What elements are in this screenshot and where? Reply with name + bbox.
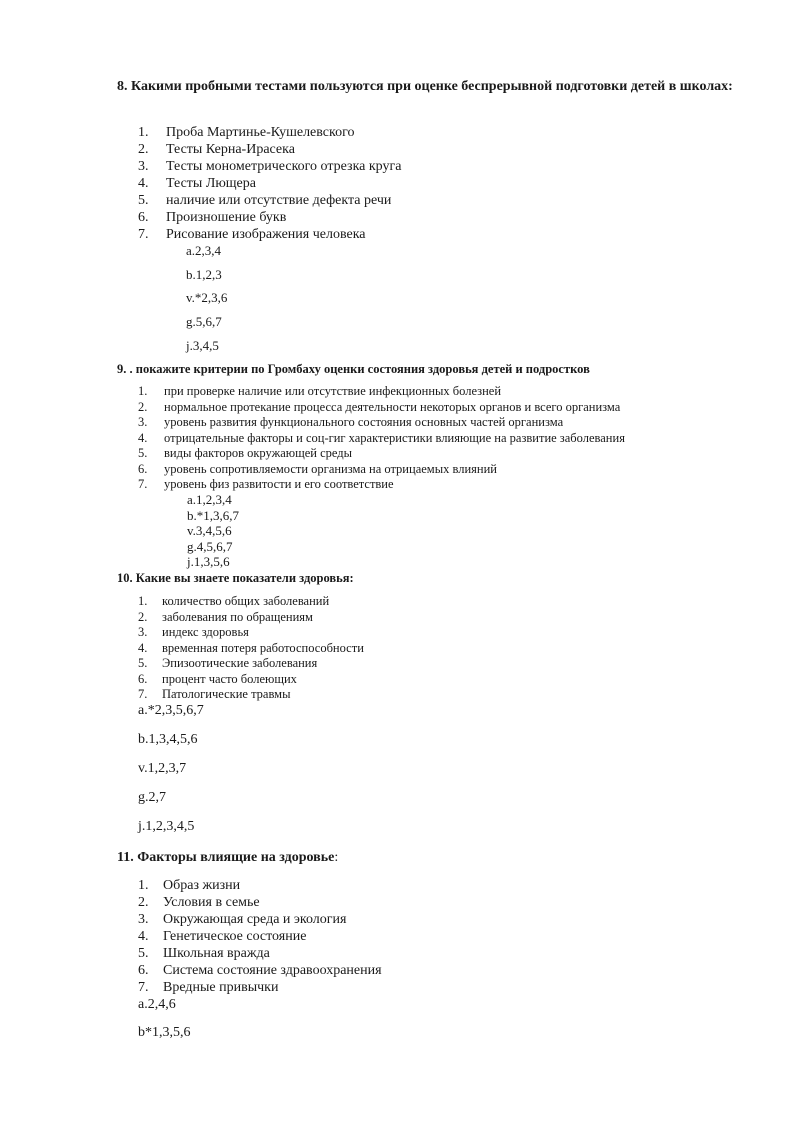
option-number: 5. (138, 656, 148, 670)
option-text: процент часто болеющих (162, 671, 297, 686)
option-number: 2. (138, 895, 149, 910)
option-text: уровень развития функционального состояния основных частей организма (164, 415, 564, 429)
option-text: количество общих заболеваний (162, 594, 330, 608)
answer-choice: j.1,2,3,4,5 (138, 819, 195, 834)
answer-choice: b*1,3,5,6 (138, 1025, 191, 1040)
answer-choice: b.1,3,4,5,6 (138, 732, 198, 747)
answer-choice: a.*2,3,5,6,7 (138, 703, 204, 718)
option-text: Эпизоотические заболевания (162, 656, 318, 670)
question-11-title-colon: : (334, 850, 339, 865)
option-number: 1. (138, 594, 148, 608)
question-11-answers (138, 996, 191, 1052)
option-text: Проба Мартинье-Кушелевского (166, 125, 355, 140)
option-text: наличие или отсутствие дефекта речи (166, 193, 392, 208)
option-number: 1. (138, 384, 148, 398)
question-10-answers (138, 702, 204, 847)
option-text: уровень физ развитости и его соответствие (164, 477, 394, 491)
answer-choice: b.*1,3,6,7 (187, 507, 239, 523)
option-text: Патологические травмы (162, 687, 291, 701)
option-text: нормальное протекание процесса деятельности некоторых органов и всего организма (164, 399, 621, 414)
option-number: 2. (138, 142, 149, 157)
option-text: Система состояние здравоохранения (163, 963, 382, 978)
option-number: 6. (138, 210, 149, 225)
option-text: Рисование изображения человека (166, 227, 366, 242)
answer-choice: g.2,7 (138, 790, 166, 805)
answer-choice: v.*2,3,6 (186, 290, 228, 306)
option-text: Тесты Керна-Ирасека (166, 142, 295, 157)
option-text: Образ жизни (163, 878, 241, 893)
option-number: 4. (138, 929, 149, 944)
question-9-title: 9. . покажите критерии по Громбаху оценки состояния здоровья детей и подростков (117, 362, 590, 376)
option-text: временная потеря работоспособности (162, 640, 364, 655)
answer-choice: g.4,5,6,7 (187, 538, 233, 554)
option-text: уровень сопротивляемости организма на отрицаемых влияний (164, 461, 497, 476)
option-number: 1. (138, 878, 149, 893)
option-text: отрицательные факторы и соц-гиг характеристики влияющие на развитие заболевания (164, 430, 625, 445)
option-text: Школьная вражда (163, 946, 270, 961)
option-text: Условия в семье (163, 895, 260, 910)
option-number: 3. (138, 625, 148, 639)
option-number: 2. (138, 399, 148, 414)
answer-choice: b.1,2,3 (186, 266, 222, 282)
option-number: 7. (138, 477, 148, 491)
option-number: 3. (138, 159, 149, 174)
answer-choice: v.3,4,5,6 (187, 523, 232, 538)
option-number: 7. (138, 227, 149, 242)
option-number: 4. (138, 640, 148, 655)
answer-choice: v.1,2,3,7 (138, 761, 187, 776)
option-text: заболевания по обращениям (162, 609, 313, 624)
option-number: 1. (138, 125, 149, 140)
option-number: 4. (138, 176, 149, 191)
option-text: Вредные привычки (163, 980, 279, 995)
answer-choice: a.2,4,6 (138, 997, 176, 1012)
option-number: 6. (138, 461, 148, 476)
question-11-title (117, 849, 338, 867)
option-text: Тесты Лющера (166, 176, 256, 191)
option-number: 2. (138, 609, 148, 624)
option-number: 7. (138, 687, 148, 701)
answer-choice: a.1,2,3,4 (187, 492, 232, 507)
answer-choice: a.2,3,4 (186, 243, 222, 258)
option-text: виды факторов окружающей среды (164, 446, 353, 460)
option-number: 5. (138, 946, 149, 961)
question-11-title-text: 11. Факторы влиящие на здоровье (117, 850, 335, 865)
option-text: при проверке наличие или отсутствие инфекционных болезней (164, 384, 502, 398)
option-number: 5. (138, 193, 149, 208)
question-9-answers (187, 492, 239, 570)
answer-choice: j.3,4,5 (186, 337, 219, 353)
option-text: Окружающая среда и экология (163, 912, 347, 927)
option-number: 6. (138, 671, 148, 686)
option-number: 7. (138, 980, 149, 995)
option-number: 3. (138, 912, 149, 927)
answer-choice: g.5,6,7 (186, 314, 222, 330)
option-number: 5. (138, 446, 148, 460)
option-number: 4. (138, 430, 148, 445)
question-10-title: 10. Какие вы знаете показатели здоровья: (117, 571, 354, 585)
question-8-answers (186, 242, 227, 360)
option-number: 6. (138, 963, 149, 978)
option-text: Произношение букв (166, 210, 287, 225)
option-text: индекс здоровья (162, 625, 249, 639)
option-number: 3. (138, 415, 148, 429)
option-text: Генетическое состояние (163, 929, 307, 944)
option-text: Тесты монометрического отрезка круга (166, 159, 402, 174)
question-8-title: 8. Какими пробными тестами пользуются при оценке беспрерывной подготовки детей в школах: (117, 79, 733, 94)
answer-choice: j.1,3,5,6 (187, 554, 230, 569)
